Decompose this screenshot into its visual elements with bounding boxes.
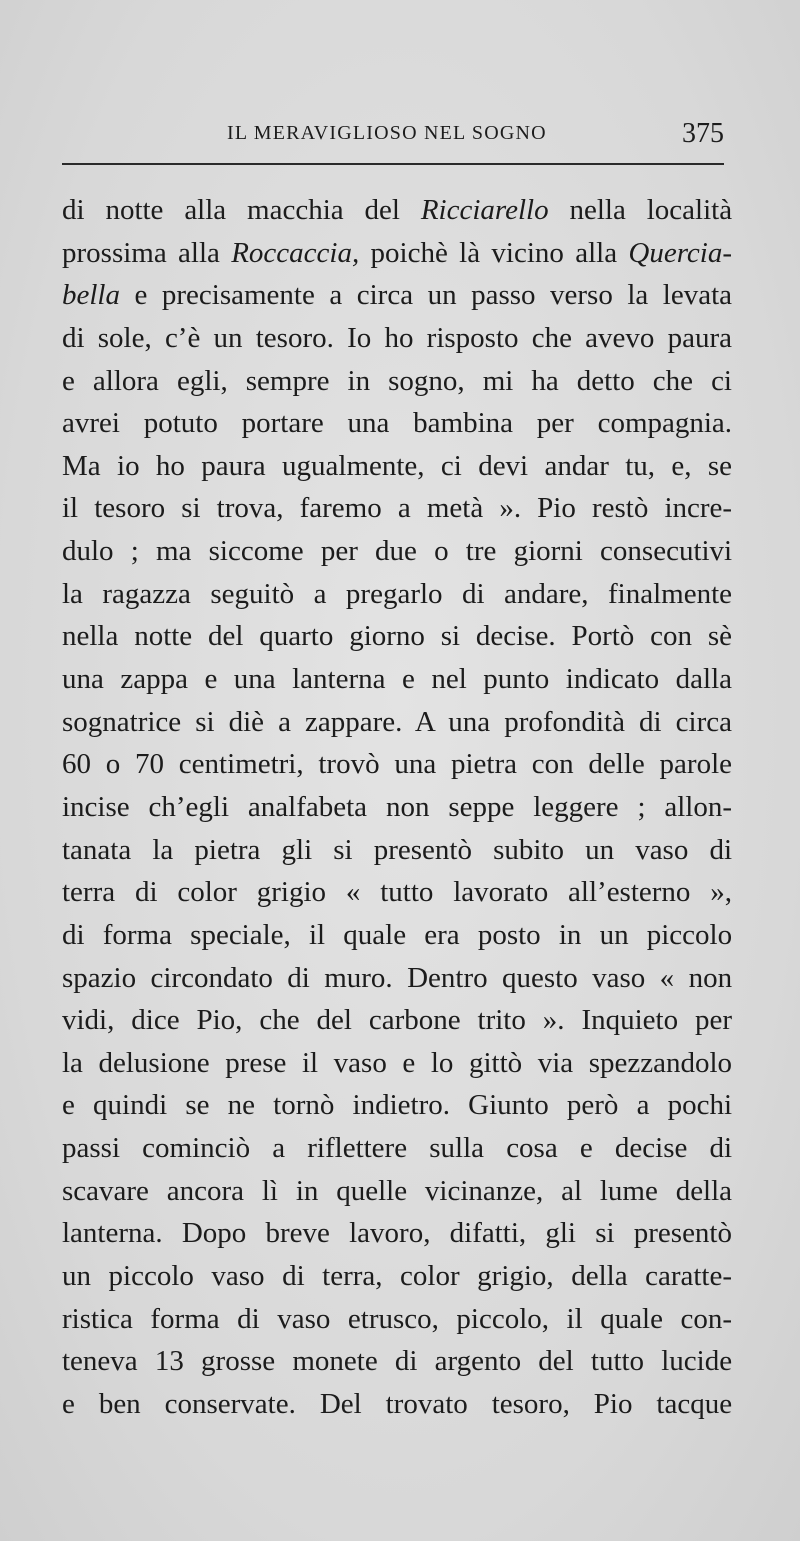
text-line: di sole, c’è un tesoro. Io ho risposto che avevo paura [62, 321, 733, 354]
text-line: di notte alla macchia del Ricciarello nella località [62, 194, 733, 226]
running-title: IL MERAVIGLIOSO NEL SOGNO [227, 122, 547, 144]
text-line: terra di color grigio « tutto lavorato all’esterno », [62, 876, 733, 909]
text-line: scavare ancora lì in quelle vicinanze, al lume della [62, 1174, 733, 1207]
text-line: tanata la pietra gli si presentò subito un vaso di [62, 833, 733, 866]
text-line: sognatrice si diè a zappare. A una profondità di circa [62, 705, 732, 738]
header-rule [62, 163, 724, 165]
text-line: la ragazza seguitò a pregarlo di andare, finalmente [62, 577, 733, 610]
text-line: 60 o 70 centimetri, trovò una pietra con delle parole [62, 748, 733, 781]
text-line: ristica forma di vaso etrusco, piccolo, il quale con- [62, 1302, 733, 1335]
page-header [62, 118, 724, 154]
page-number: 375 [682, 118, 724, 149]
text-line: un piccolo vaso di terra, color grigio, della caratte- [62, 1260, 732, 1293]
text-line: incise ch’egli analfabeta non seppe leggere ; allon- [62, 790, 733, 823]
text-line: passi cominciò a riflettere sulla cosa e decise di [62, 1132, 733, 1165]
text-line: avrei potuto portare una bambina per compagnia. [62, 407, 733, 440]
text-line: e allora egli, sempre in sogno, mi ha detto che ci [62, 364, 732, 397]
text-line: e quindi se ne tornò indietro. Giunto però a pochi [62, 1089, 733, 1122]
text-line: e ben conservate. Del trovato tesoro, Pio tacque [62, 1387, 733, 1420]
text-line: il tesoro si trova, faremo a metà ». Pio restò incre- [62, 492, 733, 525]
text-line: spazio circondato di muro. Dentro questo vaso « non [62, 961, 733, 994]
text-line: una zappa e una lanterna e nel punto indicato dalla [62, 663, 733, 696]
text-line: prossima alla Roccaccia, poichè là vicino alla Quercia- [62, 236, 733, 269]
text-line: bella e precisamente a circa un passo verso la levata [62, 279, 733, 312]
text-line: teneva 13 grosse monete di argento del tutto lucide [62, 1345, 733, 1378]
text-line: di forma speciale, il quale era posto in un piccolo [62, 918, 733, 951]
text-line: Ma io ho paura ugualmente, ci devi andar tu, e, se [62, 449, 733, 482]
text-line: vidi, dice Pio, che del carbone trito ». Inquieto per [62, 1004, 733, 1037]
text-line: dulo ; ma siccome per due o tre giorni consecutivi [62, 535, 733, 568]
text-line: lanterna. Dopo breve lavoro, difatti, gli si presentò [62, 1217, 732, 1250]
body-text [62, 189, 732, 1426]
text-line: la delusione prese il vaso e lo gittò via spezzandolo [62, 1046, 733, 1079]
text-line: nella notte del quarto giorno si decise. Portò con sè [62, 620, 733, 653]
